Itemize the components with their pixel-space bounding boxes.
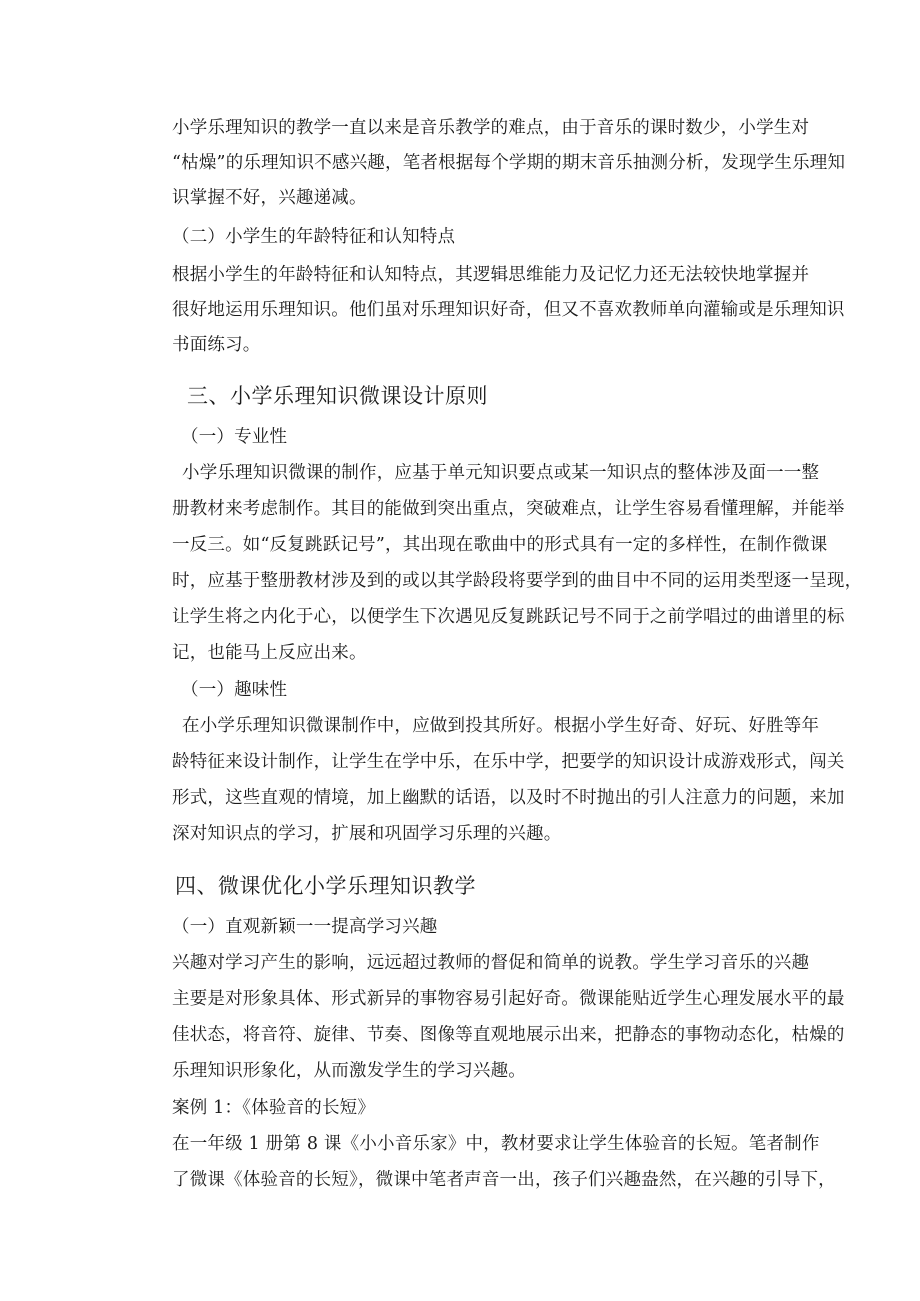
subheading: （二）小学生的年龄特征和认知特点 (172, 227, 456, 247)
paragraph-line: 深对知识点的学习，扩展和巩固学习乐理的兴趣。 (172, 824, 562, 844)
paragraph-line: 记，也能马上反应出来。 (172, 643, 367, 663)
subheading: （一）直观新颖一一提高学习兴趣 (172, 917, 438, 937)
subheading: （一）趣味性 (181, 680, 288, 700)
paragraph-line: “枯燥”的乐理知识不感兴趣，笔者根据每个学期的期末音乐抽测分析，发现学生乐理知 (172, 153, 846, 173)
paragraph-line: 很好地运用乐理知识。他们虽对乐理知识好奇，但又不喜欢教师单向灌输或是乐理知识 (172, 300, 845, 320)
paragraph-line: 形式，这些直观的情境，加上幽默的话语，以及时不时抛出的引人注意力的问题，来加 (172, 788, 845, 808)
paragraph-line: 在一年级 1 册第 8 课《小小音乐家》中，教材要求让学生体验音的长短。笔者制作 (172, 1134, 820, 1154)
case-title: 案例 1：《体验音的长短》 (172, 1098, 376, 1118)
paragraph-line: 书面练习。 (172, 335, 261, 355)
paragraph-line: 小学乐理知识微课的制作，应基于单元知识要点或某一知识点的整体涉及面一一整 (182, 463, 820, 483)
paragraph-line: 了微课《体验音的长短》，微课中笔者声音一出，孩子们兴趣盎然，在兴趣的引导下， (172, 1170, 836, 1190)
paragraph-line: 乐理知识形象化，从而激发学生的学习兴趣。 (172, 1061, 526, 1081)
paragraph-line: 小学乐理知识的教学一直以来是音乐教学的难点，由于音乐的课时数少，小学生对 (172, 118, 810, 138)
paragraph-line: 主要是对形象具体、形式新异的事物容易引起好奇。微课能贴近学生心理发展水平的最 (172, 989, 845, 1009)
paragraph-line: 龄特征来设计制作，让学生在学中乐，在乐中学，把要学的知识设计成游戏形式，闯关 (172, 752, 845, 772)
paragraph-line: 兴趣对学习产生的影响，远远超过教师的督促和简单的说教。学生学习音乐的兴趣 (172, 953, 810, 973)
paragraph-line: 根据小学生的年龄特征和认知特点，其逻辑思维能力及记忆力还无法较快地掌握并 (172, 265, 810, 285)
paragraph-line: 册教材来考虑制作。其目的能做到突出重点，突破难点，让学生容易看懂理解，并能举 (172, 499, 845, 519)
section-heading: 三、小学乐理知识微课设计原则 (187, 384, 488, 408)
paragraph-line: 在小学乐理知识微课制作中，应做到投其所好。根据小学生好奇、好玩、好胜等年 (182, 716, 820, 736)
paragraph-line: 佳状态，将音符、旋律、节奏、图像等直观地展示出来，把静态的事物动态化，枯燥的 (172, 1025, 845, 1045)
section-heading: 四、微课优化小学乐理知识教学 (175, 874, 476, 898)
paragraph-line: 时，应基于整册教材涉及到的或以其学龄段将要学到的曲目中不同的运用类型逐一呈现， (172, 571, 863, 591)
subheading: （一）专业性 (181, 427, 288, 447)
paragraph-line: 一反三。如“反复跳跃记号”，其出现在歌曲中的形式具有一定的多样性，在制作微课 (172, 535, 828, 555)
paragraph-line: 识掌握不好，兴趣递减。 (172, 188, 367, 208)
paragraph-line: 让学生将之内化于心，以便学生下次遇见反复跳跃记号不同于之前学唱过的曲谱里的标 (172, 607, 845, 627)
